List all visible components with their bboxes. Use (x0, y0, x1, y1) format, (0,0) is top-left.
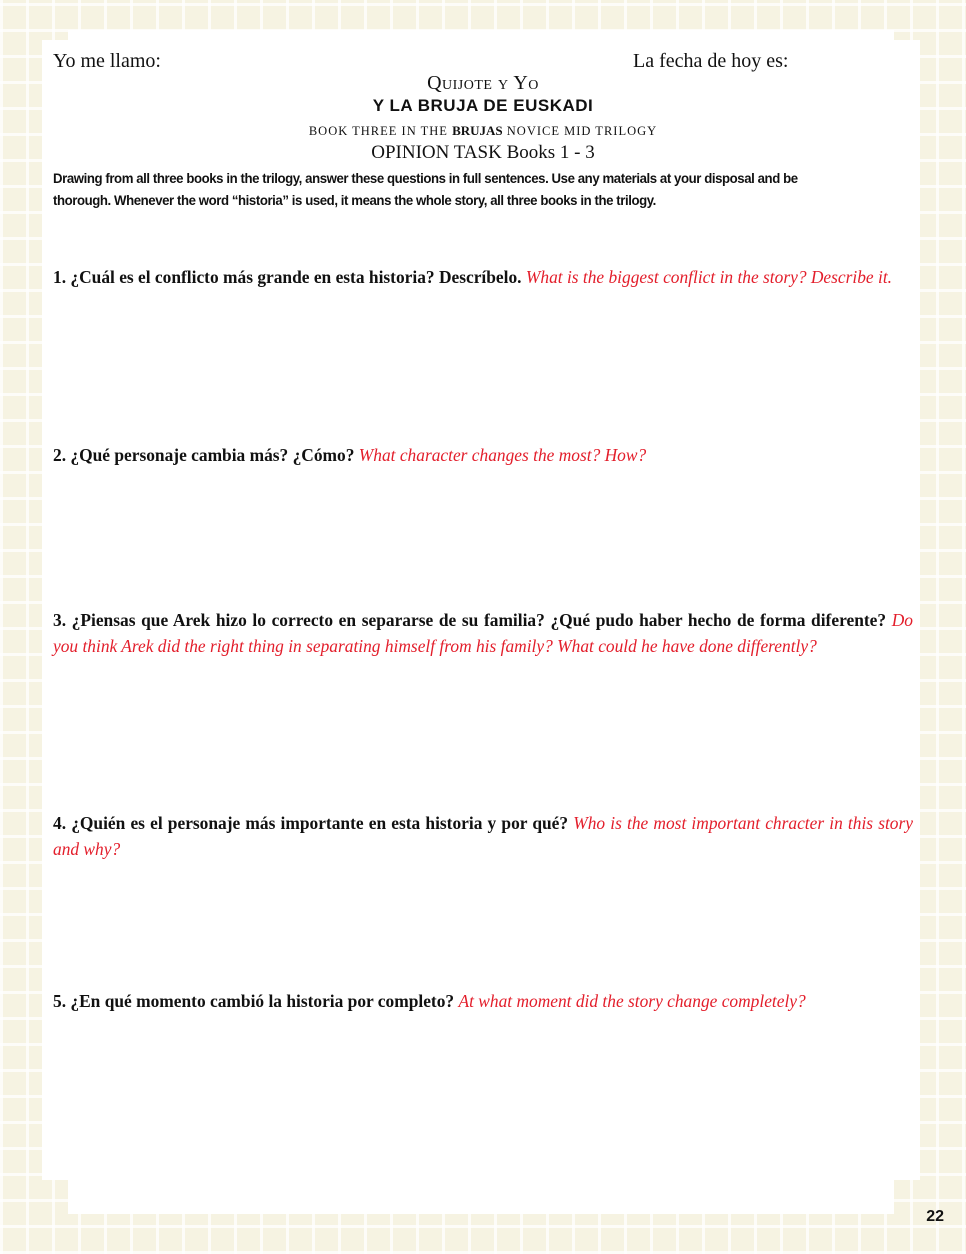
question-3-spanish: 3. ¿Piensas que Arek hizo lo correcto en separarse de su familia? ¿Qué pudo haber hecho de forma diferente? (53, 610, 887, 630)
date-label: La fecha de hoy es: (633, 50, 789, 72)
question-1 (53, 264, 913, 290)
question-3 (53, 607, 913, 659)
task-title: OPINION TASK Books 1 - 3 (371, 142, 595, 163)
question-5-english: At what moment did the story change completely? (458, 991, 806, 1011)
question-4-english: Who is the most important chracter in this story and why? (53, 813, 913, 859)
question-4-spanish: 4. ¿Quién es el personaje más importante en esta historia y por qué? (53, 813, 569, 833)
question-1-english: What is the biggest conflict in the story? Describe it. (525, 267, 893, 287)
question-2 (53, 442, 913, 468)
question-1-spanish: 1. ¿Cuál es el conflicto más grande en esta historia? Descríbelo. (53, 267, 522, 287)
question-2-english: What character changes the most? How? (358, 445, 647, 465)
worksheet-footer-area (68, 1170, 894, 1214)
instructions: Drawing from all three books in the trilogy, answer these questions in full sentences. Use any materials at your disposal and be thorough. Whenever the word “historia” is used, it means the whole story, all three books in the trilogy. (53, 171, 798, 209)
question-5 (53, 988, 913, 1014)
book-subtitle: Y LA BRUJA DE EUSKADI (372, 96, 594, 115)
series-prefix: BOOK THREE IN THE (308, 124, 448, 138)
question-3-english: Do you think Arek did the right thing in separating himself from his family? What could he have done differently? (53, 610, 913, 656)
question-4 (53, 810, 913, 862)
question-2-spanish: 2. ¿Qué personaje cambia más? ¿Cómo? (53, 445, 355, 465)
question-5-spanish: 5. ¿En qué momento cambió la historia por completo? (53, 991, 455, 1011)
series-line (0, 123, 966, 139)
page-number: 22 (926, 1208, 944, 1225)
name-label: Yo me llamo: (53, 50, 161, 72)
series-brand: BRUJAS (452, 123, 503, 138)
series-suffix: NOVICE MID TRILOGY (506, 124, 658, 138)
book-title: Quijote y Yo (427, 72, 539, 94)
